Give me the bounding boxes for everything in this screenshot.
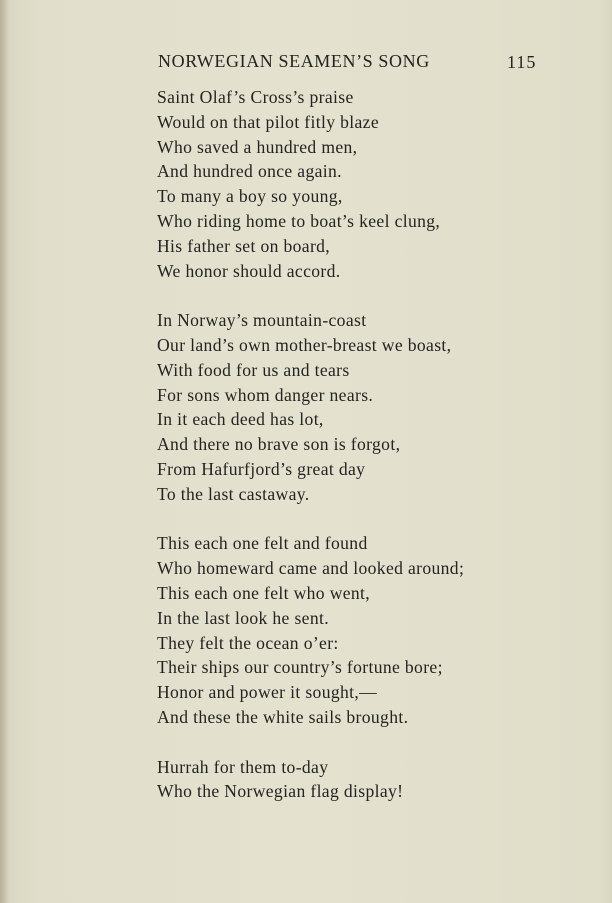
poem-line: To the last castaway. bbox=[157, 483, 310, 504]
poem-line: Hurrah for them to-day bbox=[157, 756, 329, 777]
poem-line: Saint Olaf’s Cross’s praise bbox=[157, 87, 354, 107]
page-number: 115 bbox=[507, 52, 537, 72]
stanza-3 bbox=[157, 531, 464, 729]
poem-line: Their ships our country’s fortune bore; bbox=[157, 657, 443, 678]
stanza-2 bbox=[157, 308, 464, 506]
poem-line: For sons whom danger nears. bbox=[157, 384, 374, 405]
poem-line: From Hafurfjord’s great day bbox=[157, 458, 366, 479]
poem-line: To many a boy so young, bbox=[157, 186, 343, 207]
poem-body bbox=[157, 85, 464, 804]
poem-line: Who riding home to boat’s keel clung, bbox=[157, 210, 441, 231]
poem-line: In Norway’s mountain-coast bbox=[157, 310, 367, 331]
poem-line: This each one felt who went, bbox=[157, 582, 371, 603]
poem-line: With food for us and tears bbox=[157, 359, 350, 380]
poem-line: Honor and power it sought,— bbox=[157, 682, 378, 703]
poem-line: We honor should accord. bbox=[157, 260, 341, 281]
poem-line: They felt the ocean o’er: bbox=[157, 632, 339, 653]
running-title: NORWEGIAN SEAMEN’S SONG bbox=[158, 51, 430, 71]
stanza-4 bbox=[157, 755, 464, 805]
poem-line: In it each deed has lot, bbox=[157, 409, 324, 430]
poem-line: And these the white sails brought. bbox=[157, 706, 409, 727]
stanza-1 bbox=[157, 85, 464, 283]
poem-line: Would on that pilot fitly blaze bbox=[157, 111, 379, 132]
poem-line: And there no brave son is forgot, bbox=[157, 434, 401, 455]
poem-line: His father set on board, bbox=[157, 235, 331, 256]
poem-line: Who the Norwegian flag display! bbox=[157, 781, 404, 802]
poem-line: In the last look he sent. bbox=[157, 607, 329, 628]
poem-line: Who homeward came and looked around; bbox=[157, 558, 465, 579]
poem-line: Our land’s own mother-breast we boast, bbox=[157, 334, 452, 355]
poem-line: This each one felt and found bbox=[157, 533, 368, 554]
poem-line: Who saved a hundred men, bbox=[157, 136, 358, 157]
poem-line: And hundred once again. bbox=[157, 161, 342, 182]
page-edge bbox=[0, 0, 8, 903]
